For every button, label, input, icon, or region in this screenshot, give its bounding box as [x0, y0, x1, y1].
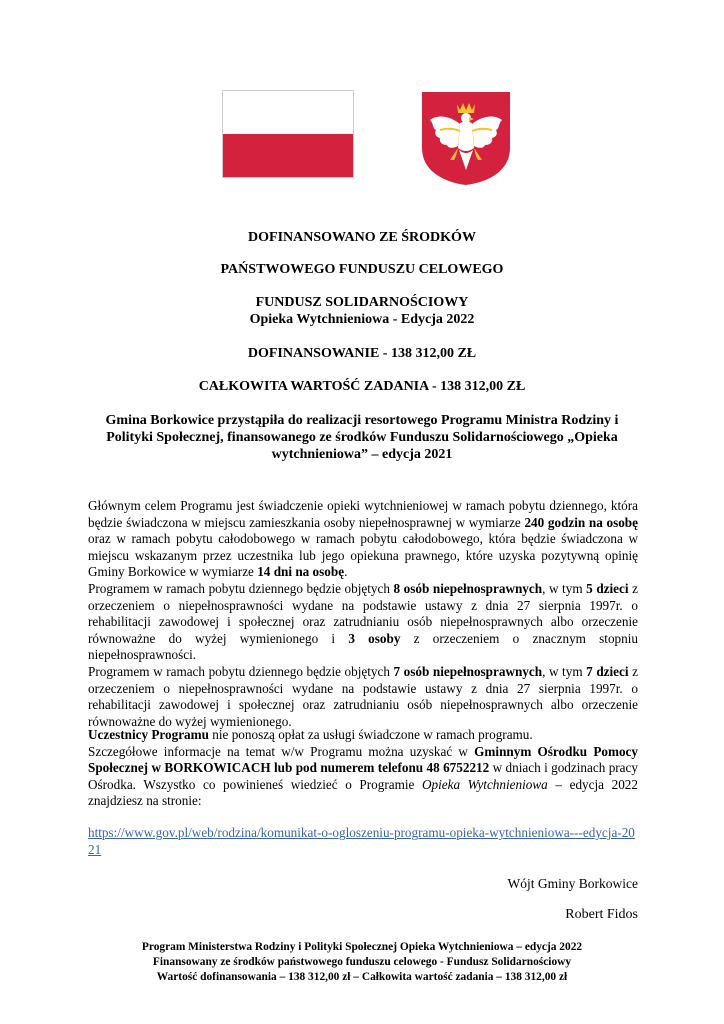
paragraph-goal: Głównym celem Programu jest świadczenie opieki wytchnieniowej w ramach pobytu dziennego, która będzie świadczona w miejscu zamieszkania osoby niepełnosprawnej w wymiarze 240 godzin na osobę oraz w ramach pobytu całodobowego w ramach pobytu całodobowego, która będzie świadczona w miejscu wskazanym przez uczestnika lub jego opiekuna prawnego, które uzyska pozytywną opinię Gminy Borkowice w wymiarze 14 dni na osobę.	[88, 498, 638, 580]
heading-line-3b: Opieka Wytchnieniowa - Edycja 2022	[249, 312, 475, 327]
footer-line-1: Program Ministerstwa Rodziny i Polityki Społecznej Opieka Wytchnieniowa – edycja 2022	[141, 941, 583, 953]
signature-name: Robert Fidos	[565, 907, 638, 922]
paragraph-day-stay-2: Programem w ramach pobytu dziennego będzie objętych 7 osób niepełnosprawnych, w tym 7 dzieci z orzeczeniem o niepełnosprawności wydane na podstawie ustawy z dnia 27 sierpnia 1997r. o rehabilitacji zawodowej i społecznej oraz zatrudnianiu osób niepełnosprawnych albo orzeczenie równoważne do wyżej wymienionego.	[88, 663, 638, 729]
paragraph-contact: Szczegółowe informacje na temat w/w Programu można uzyskać w Gminnym Ośrodku Pomocy Społecznej w BORKOWICACH lub pod numerem telefonu 48 6752212 w dniach i godzinach pracy Ośrodka. Wszystko co powinieneś wiedzieć o Programie Opieka Wytchnieniowa – edycja 2022 znajdziesz na stronie:	[88, 743, 638, 809]
heading-line-3a: FUNDUSZ SOLIDARNOŚCIOWY	[255, 295, 469, 310]
heading-total-value: CAŁKOWITA WARTOŚĆ ZADANIA - 138 312,00 ZŁ	[198, 379, 526, 394]
flag-white-stripe	[223, 91, 353, 134]
polish-eagle-emblem-icon	[420, 90, 512, 186]
flag-red-stripe	[223, 134, 353, 177]
heading-line-1: DOFINANSOWANO ZE ŚRODKÓW	[248, 230, 476, 245]
heading-funding: DOFINANSOWANIE - 138 312,00 ZŁ	[247, 346, 477, 361]
paragraph-participants: Uczestnicy Programu nie ponoszą opłat za usługi świadczone w ramach programu.	[88, 727, 533, 742]
signature-role: Wójt Gminy Borkowice	[507, 876, 638, 891]
program-link-block	[88, 825, 638, 858]
paragraph-day-stay-1: Programem w ramach pobytu dziennego będzie objętych 8 osób niepełnosprawnych, w tym 5 dzieci z orzeczeniem o niepełnosprawności wydane na podstawie ustawy z dnia 27 sierpnia 1997r. o rehabilitacji zawodowej i społecznej oraz zatrudnianiu osób niepełnosprawnych albo orzeczenie równoważne do wyżej wymienionego i 3 osoby z orzeczeniem o znacznym stopniu niepełnosprawności.	[88, 580, 639, 663]
footer	[60, 940, 664, 985]
polish-flag	[222, 90, 354, 178]
footer-line-2: Finansowany ze środków państwowego funduszu celowego - Fundusz Solidarnościowy	[152, 956, 572, 968]
heading-line-2: PAŃSTWOWEGO FUNDUSZU CELOWEGO	[220, 262, 504, 277]
intro-statement: Gmina Borkowice przystąpiła do realizacji resortowego Programu Ministra Rodziny i Polityki Społecznej, finansowanego ze środków Funduszu Solidarnościowego „Opieka wytchnieniowa” – edycja 2021	[105, 413, 619, 462]
footer-line-3: Wartość dofinansowania – 138 312,00 zł – Całkowita wartość zadania – 138 312,00 zł	[156, 971, 568, 983]
program-info	[88, 727, 638, 810]
program-website-link[interactable]: https://www.gov.pl/web/rodzina/komunikat-o-ogloszeniu-programu-opieka-wytchnieniowa---edycja-2021	[88, 825, 635, 857]
program-description	[88, 498, 638, 730]
